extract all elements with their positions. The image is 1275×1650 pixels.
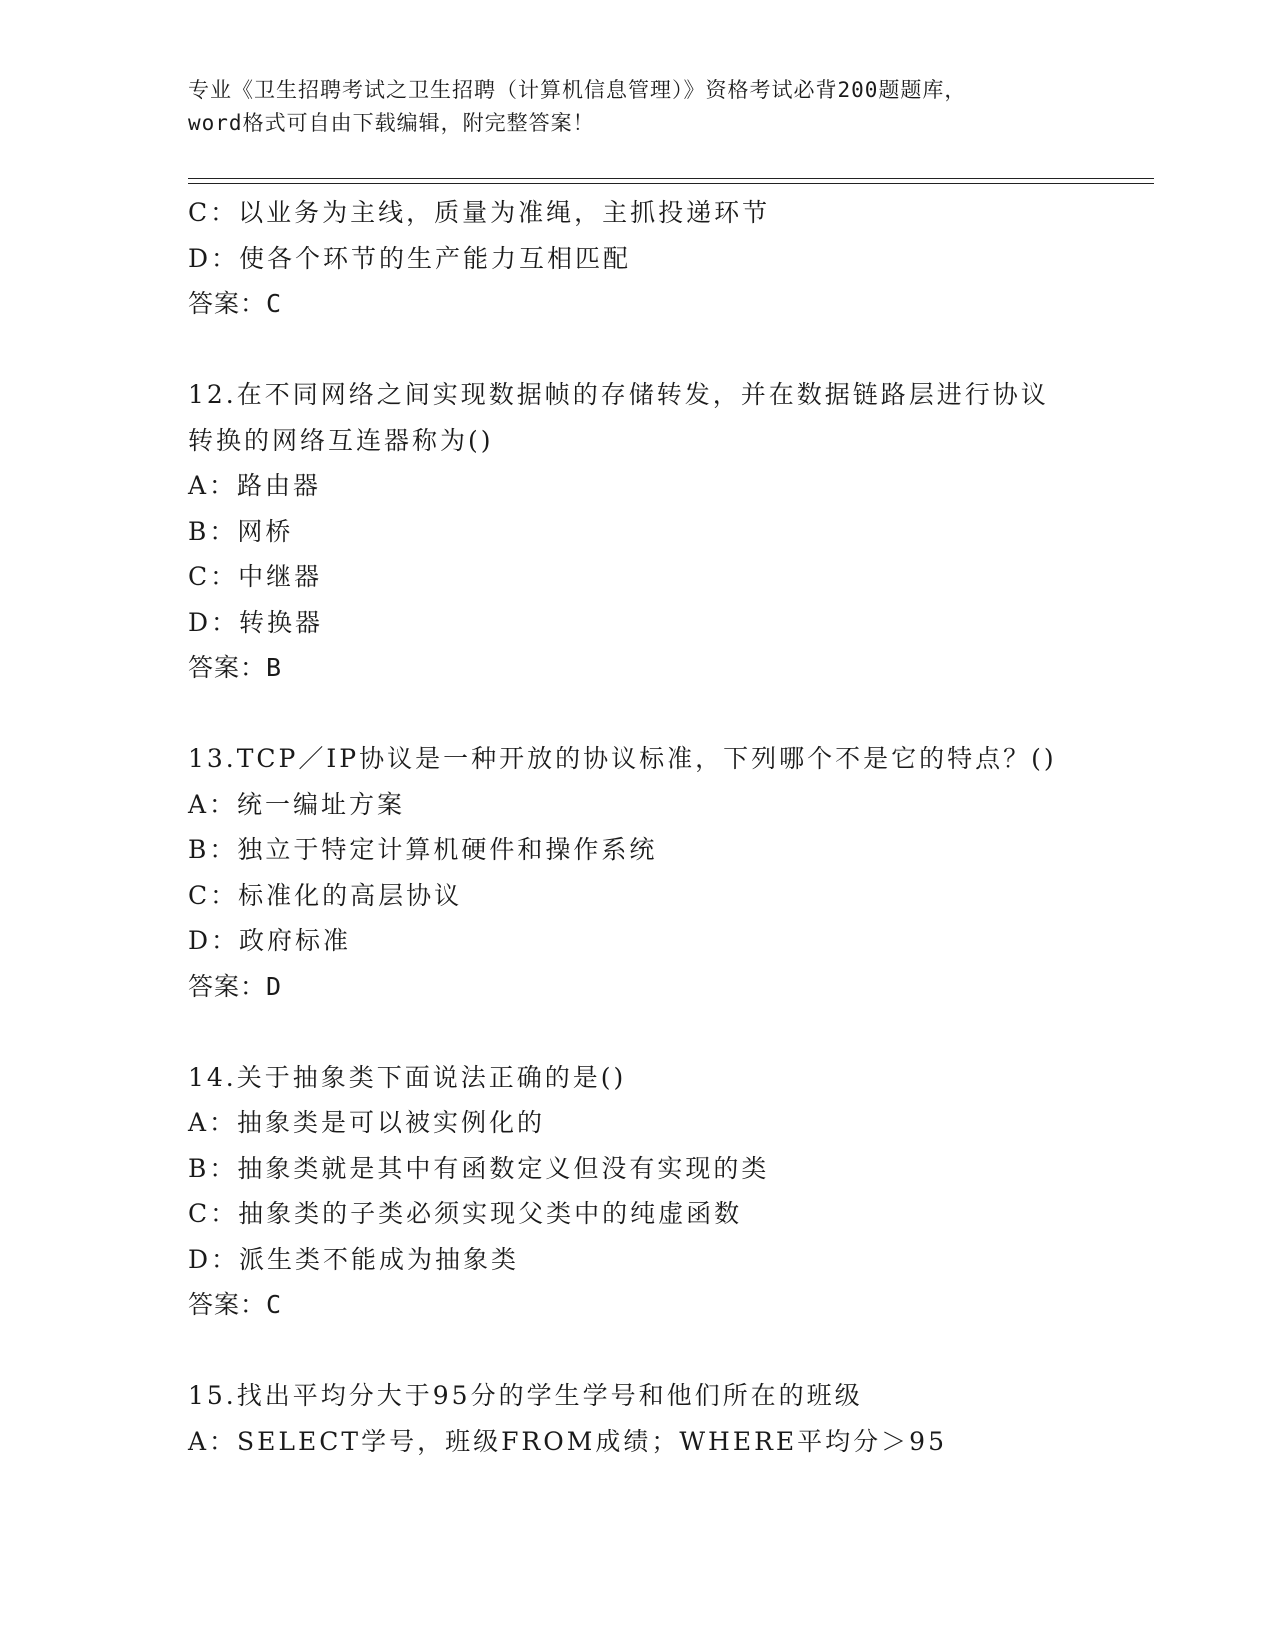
question-stem-line-1: 14.关于抽象类下面说法正确的是() bbox=[188, 1062, 627, 1092]
answer-label: 答案： bbox=[188, 1290, 267, 1319]
question-stem-line-1: 12.在不同网络之间实现数据帧的存储转发，并在数据链路层进行协议 bbox=[188, 380, 1049, 409]
option-c: C：标准化的高层协议 bbox=[188, 880, 463, 910]
header-divider-top bbox=[188, 178, 1154, 179]
question-12 bbox=[188, 372, 1148, 691]
question-stem-line-1: 13.TCP／IP协议是一种开放的协议标准，下列哪个不是它的特点？() bbox=[188, 744, 1057, 773]
option-c: C：中继器 bbox=[188, 562, 323, 591]
option-a: A：抽象类是可以被实例化的 bbox=[188, 1108, 546, 1137]
option-a: A：SELECT学号，班级FROM成绩；WHERE平均分＞95 bbox=[188, 1426, 947, 1456]
answer-value: D bbox=[266, 971, 283, 1001]
question-stem-line-1: 15.找出平均分大于95分的学生学号和他们所在的班级 bbox=[188, 1381, 863, 1410]
answer-label: 答案： bbox=[188, 289, 267, 318]
option-b: B：网桥 bbox=[188, 516, 294, 546]
header-line-2: word格式可自由下载编辑，附完整答案！ bbox=[188, 111, 595, 135]
option-d: D：转换器 bbox=[188, 607, 324, 637]
answer-label: 答案： bbox=[188, 653, 267, 682]
option-b: B：抽象类就是其中有函数定义但没有实现的类 bbox=[188, 1153, 770, 1183]
header-divider-bottom bbox=[188, 183, 1154, 184]
option-c: C：以业务为主线，质量为准绳，主抓投递环节 bbox=[188, 198, 771, 227]
question-list bbox=[188, 190, 1148, 1464]
answer-value: B bbox=[266, 653, 283, 682]
option-b: B：独立于特定计算机硬件和操作系统 bbox=[188, 835, 658, 864]
option-d: D：使各个环节的生产能力互相匹配 bbox=[188, 243, 632, 273]
document-header bbox=[188, 74, 1088, 140]
answer bbox=[188, 1282, 1148, 1328]
option-a: A：路由器 bbox=[188, 471, 322, 500]
question-11-tail bbox=[188, 190, 1148, 327]
question-13 bbox=[188, 736, 1148, 1009]
answer-label: 答案： bbox=[188, 971, 267, 1001]
question-stem-line-2: 转换的网络互连器称为() bbox=[188, 425, 494, 455]
answer bbox=[188, 281, 1148, 327]
option-d: D：派生类不能成为抽象类 bbox=[188, 1244, 520, 1274]
header-line-1: 专业《卫生招聘考试之卫生招聘（计算机信息管理）》资格考试必背200题题库， bbox=[188, 78, 967, 102]
option-c: C：抽象类的子类必须实现父类中的纯虚函数 bbox=[188, 1199, 743, 1228]
option-d: D：政府标准 bbox=[188, 926, 352, 955]
answer-value: C bbox=[266, 289, 283, 318]
answer-value: C bbox=[266, 1290, 283, 1319]
question-14 bbox=[188, 1055, 1148, 1328]
option-a: A：统一编址方案 bbox=[188, 789, 406, 819]
question-15 bbox=[188, 1373, 1148, 1464]
answer bbox=[188, 964, 1148, 1010]
answer bbox=[188, 645, 1148, 691]
